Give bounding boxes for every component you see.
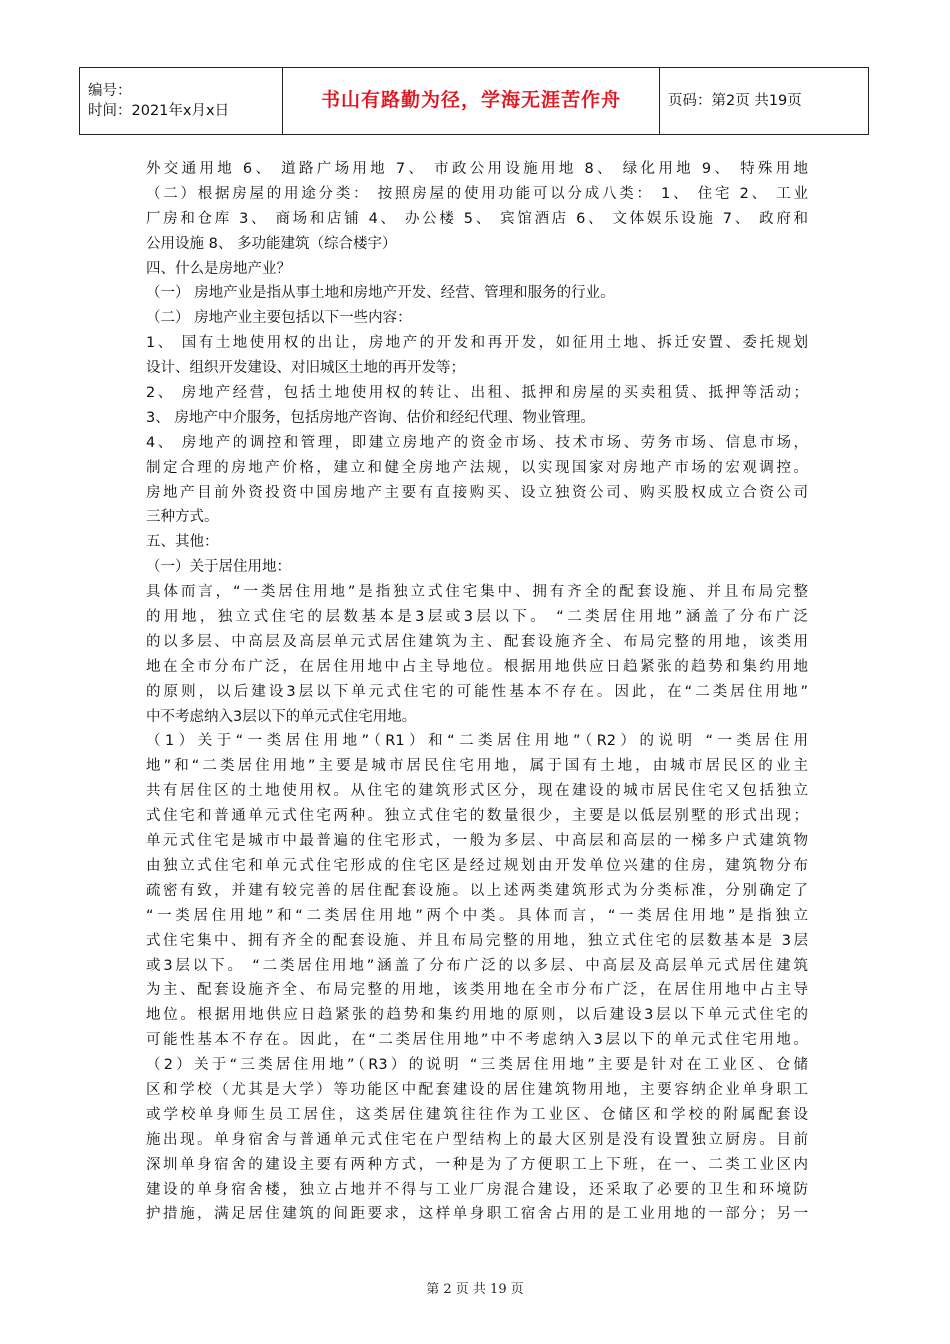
- document-body: [146, 157, 808, 1227]
- body-line: 2、 房地产经营，包括土地使用权的转让、出租、抵押和房屋的买卖租赁、抵押等活动；: [146, 385, 808, 402]
- body-line: 疏密有致，并建有较完善的居住配套设施。以上述两类建筑形式为分类标准，分别确定了: [146, 882, 808, 899]
- body-line: 施出现。单身宿舍与普通单元式住宅在户型结构上的最大区别是没有设置独立厨房。目前: [146, 1131, 808, 1148]
- body-line: （2）关于“三类居住用地”（R3）的说明 “三类居住用地”主要是针对在工业区、仓储: [146, 1057, 808, 1074]
- body-line: 4、 房地产的调控和管理，即建立房地产的资金市场、技术市场、劳务市场、信息市场，: [146, 434, 808, 451]
- body-line: 中不考虑纳入3层以下的单元式住宅用地。: [146, 708, 417, 725]
- body-line: 房地产目前外资投资中国房地产主要有直接购买、设立独资公司、购买股权成立合资公司: [146, 484, 808, 501]
- body-line: 由独立式住宅和单元式住宅形成的住宅区是经过规划由开发单位兴建的住房，建筑物分布: [146, 857, 808, 874]
- body-line: 具体而言，“一类居住用地”是指独立式住宅集中、拥有齐全的配套设施、并且布局完整: [146, 584, 808, 601]
- body-line: （1）关于“一类居住用地”（R1）和“二类居住用地”（R2）的说明 “一类居住用: [146, 733, 808, 750]
- body-line: （一） 房地产业是指从事土地和房地产开发、经营、管理和服务的行业。: [146, 285, 615, 302]
- page-footer: 第 2 页 共 19 页: [426, 1282, 524, 1297]
- body-line: 外交通用地 6、 道路广场用地 7、 市政公用设施用地 8、 绿化用地 9、 特殊用地: [146, 161, 808, 177]
- body-line: 单元式住宅是城市中最普遍的住宅形式，一般为多层、中高层和高层的一梯多户式建筑物: [146, 833, 808, 850]
- body-line: “一类居住用地”和“二类居住用地”两个中类。具体而言，“一类居住用地”是指独立: [146, 907, 808, 924]
- body-line: 式住宅和普通单元式住宅两种。独立式住宅的数量很少，主要是以低层别墅的形式出现；: [146, 808, 808, 825]
- body-line: 的以多层、中高层及高层单元式居住建筑为主、配套设施齐全、布局完整的用地，该类用: [146, 633, 808, 650]
- document-time-label: 时间：2021年x月x日: [88, 103, 230, 119]
- body-line: 1、 国有土地使用权的出让，房地产的开发和再开发，如征用土地、拆迁安置、委托规划: [146, 335, 808, 352]
- body-line: 区和学校（尤其是大学）等功能区中配套建设的居住建筑物用地，主要容纳企业单身职工: [146, 1081, 808, 1098]
- body-line: 三种方式。: [146, 509, 219, 526]
- document-header-table: [79, 67, 869, 135]
- body-line: 公用设施 8、 多功能建筑（综合楼宇）: [146, 235, 397, 252]
- body-line: 为主、配套设施齐全、布局完整的用地，该类用地在全市分布广泛，在居住用地中占主导: [146, 982, 808, 999]
- body-line: 的用地，独立式住宅的层数基本是3层或3层以下。 “二类居住用地”涵盖了分布广泛: [146, 609, 808, 626]
- body-line: 地在全市分布广泛，在居住用地中占主导地位。根据用地供应日趋紧张的趋势和集约用地: [146, 658, 808, 675]
- body-line: 四、什么是房地产业？: [146, 260, 291, 277]
- body-line: 的原则，以后建设3层以下单元式住宅的可能性基本不存在。因此，在“二类居住用地”: [146, 683, 808, 700]
- body-line: 建设的单身宿舍楼，独立占地并不得与工业厂房混合建设，还采取了必要的卫生和环境防: [146, 1181, 808, 1198]
- document-number-label: 编号：: [88, 83, 132, 99]
- body-line: 或3层以下。 “二类居住用地”涵盖了分布广泛的以多层、中高层及高层单元式居住建筑: [146, 957, 808, 974]
- body-line: 可能性基本不存在。因此，在“二类居住用地”中不考虑纳入3层以下的单元式住宅用地。: [146, 1032, 808, 1049]
- body-line: 深圳单身宿舍的建设主要有两种方式，一种是为了方便职工上下班，在一、二类工业区内: [146, 1156, 808, 1173]
- body-line: 或学校单身师生员工居住，这类居住建筑往往作为工业区、仓储区和学校的附属配套设: [146, 1106, 808, 1123]
- body-line: 设计、组织开发建设、对旧城区土地的再开发等；: [146, 360, 465, 377]
- body-line: （一）关于居住用地：: [146, 559, 291, 576]
- header-page-cell: [660, 68, 869, 135]
- body-line: 地”和“二类居住用地”主要是城市居民住宅用地，属于国有土地，由城市居民区的业主: [146, 758, 808, 775]
- body-line: 厂房和仓库 3、 商场和店铺 4、 办公楼 5、 宾馆酒店 6、 文体娱乐设施 7、 政府和: [146, 210, 808, 227]
- motto-text: 书山有路勤为径，学海无涯苦作舟: [320, 89, 621, 111]
- body-line: （二） 房地产业主要包括以下一些内容：: [146, 310, 412, 327]
- body-line: 五、其他：: [146, 534, 219, 551]
- header-motto-cell: [283, 68, 660, 135]
- page-info-label: 页码：第2页 共19页: [668, 93, 802, 109]
- body-line: （二）根据房屋的用途分类： 按照房屋的使用功能可以分成八类： 1、 住宅 2、 工业: [146, 185, 808, 202]
- header-meta-cell: [80, 68, 283, 135]
- body-line: 3、 房地产中介服务，包括房地产咨询、估价和经纪代理、物业管理。: [146, 409, 595, 426]
- body-line: 式住宅集中、拥有齐全的配套设施、并且布局完整的用地，独立式住宅的层数基本是 3层: [146, 932, 808, 949]
- body-line: 护措施，满足居住建筑的间距要求，这样单身职工宿舍占用的是工业用地的一部分；另一: [146, 1206, 808, 1223]
- body-line: 地位。根据用地供应日趋紧张的趋势和集约用地的原则，以后建设3层以下单元式住宅的: [146, 1007, 808, 1024]
- body-line: 共有居住区的土地使用权。从住宅的建筑形式区分，现在建设的城市居民住宅又包括独立: [146, 783, 808, 800]
- body-line: 制定合理的房地产价格，建立和健全房地产法规，以实现国家对房地产市场的宏观调控。: [146, 459, 808, 476]
